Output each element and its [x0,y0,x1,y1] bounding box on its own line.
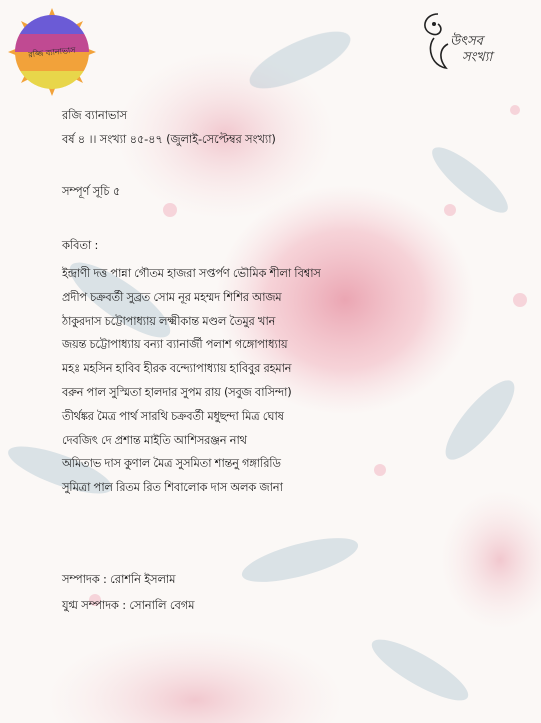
editor-credit: সম্পাদক : রোশনি ইসলাম [62,572,176,586]
poet-row: বরুন পাল সুস্মিতা হালদার সুপম রায় (সবুজ বাসিন্দা) [62,384,292,399]
poet-row: তীর্থঙ্কর মৈত্র পার্থ সারথি চক্রবর্তী মধুছন্দা মিত্র ঘোষ [62,408,284,423]
poet-row: ঠাকুরদাস চট্টোপাধ্যায় লক্ষ্মীকান্ত মণ্ডল তৈমুর খান [62,313,276,328]
poet-row: ইন্দ্রাণী দত্ত পান্না গৌতম হাজরা সপ্তর্পণ ভৌমিক শীলা বিশ্বাস [62,266,321,280]
toc-title: সম্পূর্ণ সূচি ৫ [62,184,121,198]
poet-row: প্রদীপ চক্রবর্তী সুব্রত সোম নূর মহম্মদ শিশির আজম [62,289,282,304]
festival-title-line2: সংখ্যা [462,50,493,65]
issue-line: বর্ষ ৪ ।। সংখ্যা ৪৫-৪৭ (জুলাই-সেপ্টেম্বর সংখ্যা) [62,132,276,146]
poet-row: মহঃ মহসিন হাবিব হীরক বন্দ্যোপাধ্যায় হাবিবুর রহমান [62,361,292,376]
festival-title-line1: উৎসব [450,34,483,49]
logo-text: রজ্জি ব্যানাভাস [27,45,76,60]
poet-row: অমিতাভ দাস কুণাল মৈত্র সুসমিতা শান্তনু গঙ্গারিডি [62,456,281,471]
festival-issue-title [450,34,492,66]
logo-badge [15,15,89,89]
poet-row: সুমিত্রা পাল রিতম রিত শিবালোক দাস অলক জানা [62,480,283,495]
poet-row: দেবজিৎ দে প্রশান্ত মাইতি আশিসরঞ্জন নাথ [62,432,247,447]
poet-list [62,262,532,500]
poetry-heading: কবিতা : [62,238,99,252]
publication-name: রজি ব্যানাভাস [62,108,127,122]
joint-editor-credit: যুগ্ম সম্পাদক : সোনালি বেগম [62,598,195,612]
poet-row: জয়ন্ত চট্টোপাধ্যায় বন্যা ব্যানার্জী পলাশ গঙ্গোপাধ্যায় [62,337,288,352]
